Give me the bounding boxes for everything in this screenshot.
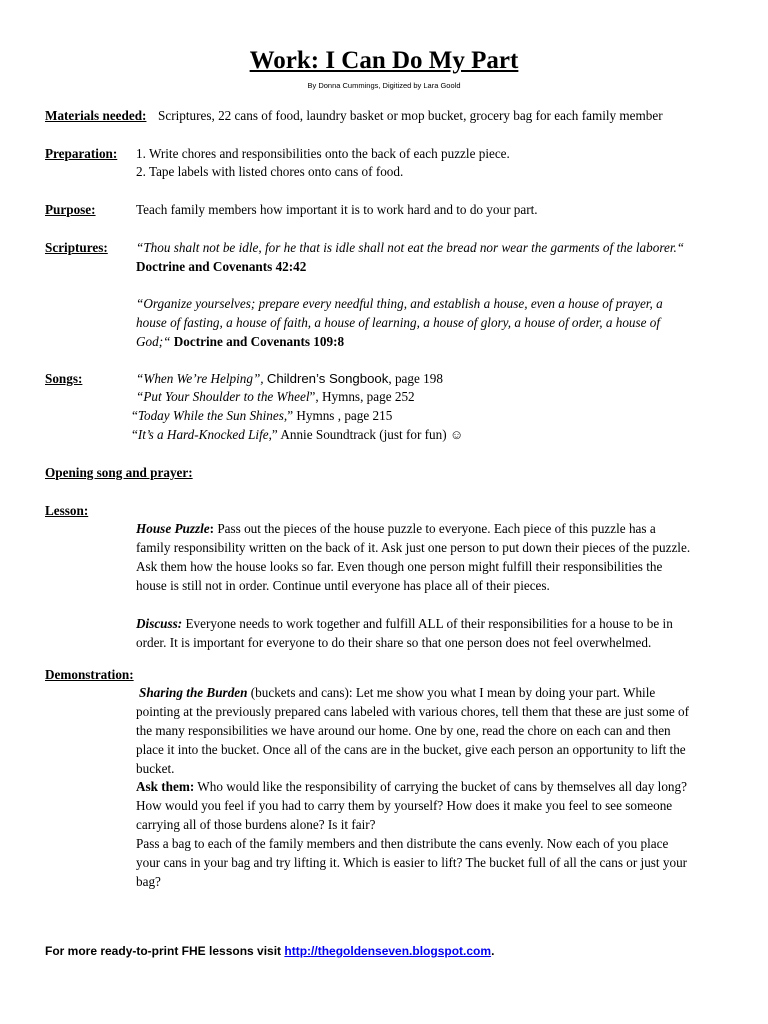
- song-detail: ” Hymns , page 215: [287, 408, 393, 423]
- scripture-quote-line: house of fasting, a house of faith, a house of learning, a house of glory, a house of order, a house of: [136, 315, 661, 330]
- footer-end: .: [491, 944, 495, 958]
- demonstration-line: your cans in your bag and try lifting it. Which is easier to lift? The bucket full of all the cans or just your: [136, 855, 688, 870]
- preparation-item: 2. Tape labels with listed chores onto cans of food.: [136, 164, 404, 179]
- demonstration-line: pointing at the previously prepared cans labeled with various chores, tell them that these are just some of: [136, 704, 689, 719]
- ask-them-text: Who would like the responsibility of carrying the bucket of cans by themselves all day long?: [194, 779, 687, 794]
- lesson-paragraph-line: family responsibility written on the back of it. Ask just one person to put down their pieces of the puzzle.: [136, 540, 691, 555]
- demonstration-line: bucket.: [136, 761, 175, 776]
- song-detail: , page 198: [388, 371, 443, 386]
- demonstration-label: Demonstration:: [45, 667, 134, 682]
- preparation-label: Preparation:: [45, 146, 118, 161]
- song-title: “Put Your Shoulder to the Wheel: [136, 389, 310, 404]
- song-item: [136, 388, 415, 407]
- demonstration-line: the many responsibilities we have around our home. One by one, read the chore on each can and then: [136, 723, 671, 738]
- lesson-label: Lesson:: [45, 503, 89, 518]
- demonstration-line: carrying all of those burdens alone? Is it fair?: [136, 817, 376, 832]
- sharing-burden-title: Sharing the Burden: [139, 685, 248, 700]
- song-item: [132, 426, 463, 445]
- songs-label: Songs:: [45, 371, 83, 386]
- song-detail: ,” Annie Soundtrack (just for fun) ☺: [268, 427, 464, 442]
- song-title: “When We’re Helping”,: [136, 371, 264, 386]
- song-detail: ”, Hymns, page 252: [309, 389, 415, 404]
- lesson-paragraph-line: [136, 520, 656, 539]
- blog-link[interactable]: http://thegoldenseven.blogspot.com: [284, 944, 492, 958]
- scripture-quote: “Thou shalt not be idle, for he that is idle shall not eat the bread nor wear the garments of the laborer.“: [136, 240, 685, 255]
- song-title: Today While the Sun Shines,: [137, 408, 288, 423]
- demonstration-line: [139, 684, 655, 703]
- purpose-text: Teach family members how important it is to work hard and to do your part.: [136, 202, 538, 217]
- materials-text: Scriptures, 22 cans of food, laundry basket or mop bucket, grocery bag for each family member: [158, 108, 663, 123]
- lesson-paragraph-line: house is still not in order. Continue until everyone has place all of their pieces.: [136, 578, 550, 593]
- discuss-title: Discuss:: [136, 616, 183, 631]
- purpose-label: Purpose:: [45, 202, 96, 217]
- song-quote-mark: “: [132, 427, 138, 442]
- scripture-quote-line: God;“: [136, 334, 171, 349]
- house-puzzle-title: House Puzzle: [136, 521, 210, 536]
- song-item: [136, 370, 443, 389]
- materials-label: Materials needed:: [45, 108, 147, 123]
- footer: [45, 942, 494, 960]
- demonstration-line: How would you feel if you had to carry them by yourself? How does it make you feel to see someone: [136, 798, 673, 813]
- song-item: [132, 407, 392, 426]
- discuss-text: Everyone needs to work together and fulfill ALL of their responsibilities for a house to be in: [182, 616, 673, 631]
- scriptures-label: Scriptures:: [45, 240, 108, 255]
- demonstration-line: Pass a bag to each of the family members and then distribute the cans evenly. Now each of you place: [136, 836, 669, 851]
- demonstration-line: place it into the bucket. Once all of the cans are in the bucket, give each person an opportunity to lift the: [136, 742, 686, 757]
- discuss-paragraph-line: order. It is important for everyone to do their share so that one person does not feel overwhelmed.: [136, 635, 652, 650]
- sharing-burden-text: (buckets and cans): Let me show you what I mean by doing your part. While: [247, 685, 656, 700]
- song-quote-mark: “: [132, 408, 138, 423]
- demonstration-line: bag?: [136, 874, 161, 889]
- house-puzzle-colon: :: [209, 521, 215, 536]
- discuss-paragraph-line: [136, 615, 673, 634]
- scripture-quote-line: “Organize yourselves; prepare every needful thing, and establish a house, even a house of prayer, a: [136, 296, 663, 311]
- scripture-reference: Doctrine and Covenants 42:42: [136, 259, 307, 274]
- opening-label: Opening song and prayer:: [45, 465, 193, 480]
- byline: By Donna Cummings, Digitized by Lara Goold: [307, 81, 461, 90]
- footer-text: For more ready-to-print FHE lessons visit: [45, 944, 285, 958]
- lesson-paragraph-line: Ask them how the house looks so far. Even though one person might fulfill their responsibilities the: [136, 559, 663, 574]
- song-book: Children’s Songbook: [266, 371, 389, 386]
- ask-them-title: Ask them:: [136, 779, 195, 794]
- demonstration-line: [136, 778, 687, 797]
- scripture-reference: Doctrine and Covenants 109:8: [173, 334, 345, 349]
- preparation-item: 1. Write chores and responsibilities onto the back of each puzzle piece.: [136, 146, 510, 161]
- song-title: It’s a Hard-Knocked Life: [137, 427, 269, 442]
- document-title: Work: I Can Do My Part: [249, 47, 519, 74]
- house-puzzle-text: Pass out the pieces of the house puzzle to everyone. Each piece of this puzzle has a: [214, 521, 656, 536]
